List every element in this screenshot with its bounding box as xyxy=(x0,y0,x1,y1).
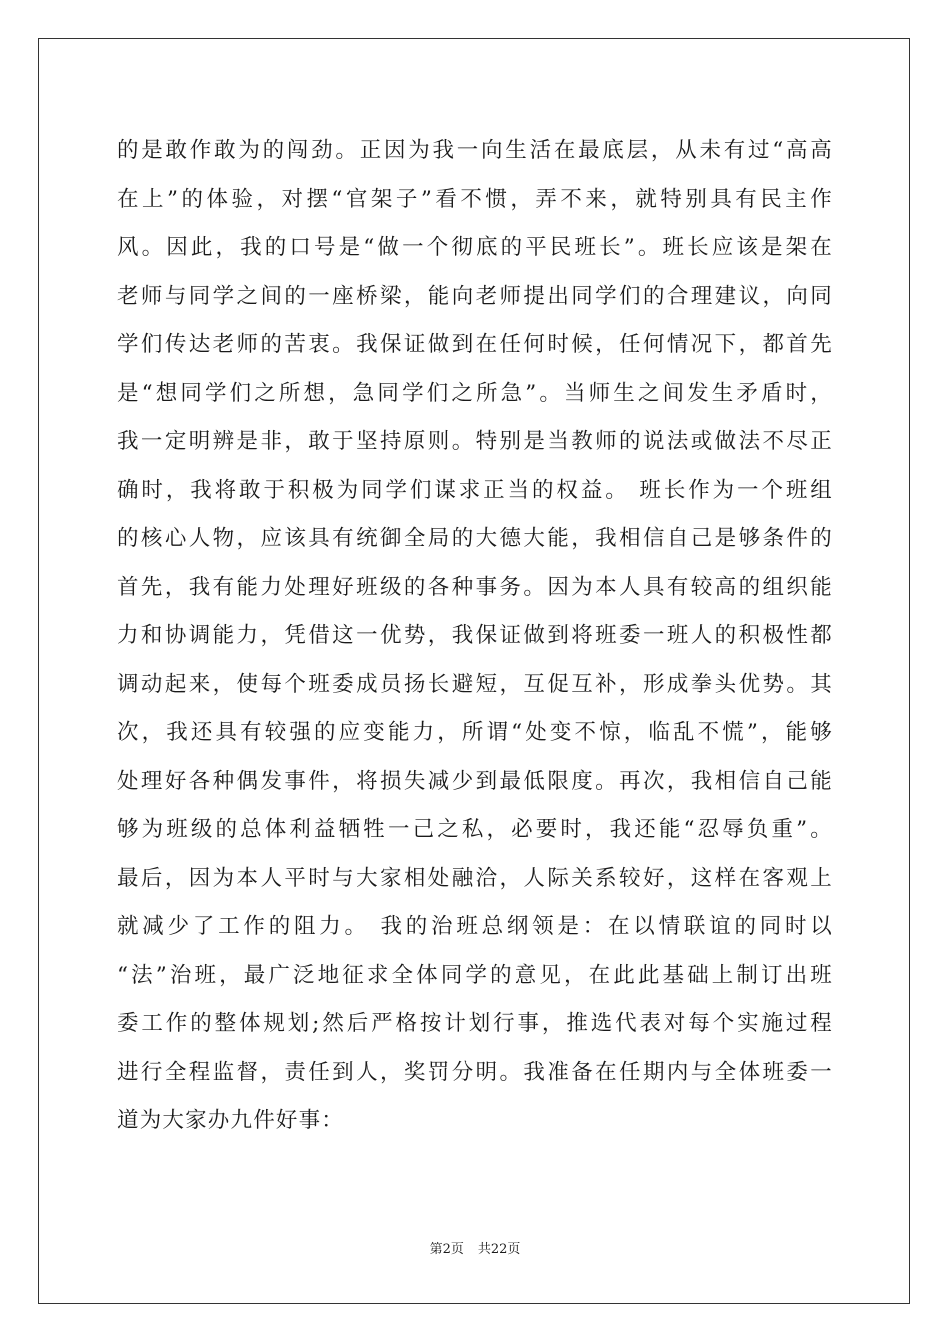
document-body xyxy=(117,127,833,1146)
text-line: 的是敢作敢为的闯劲。正因为我一向生活在最底层，从未有过“高高 xyxy=(117,138,833,163)
text-line: 是“想同学们之所想，急同学们之所急”。当师生之间发生矛盾时， xyxy=(117,380,833,406)
text-line: 够为班级的总体利益牺牲一己之私，必要时，我还能“忍辱负重”。 xyxy=(117,817,833,842)
text-line: 处理好各种偶发事件，将损失减少到最低限度。再次，我相信自己能 xyxy=(117,768,833,794)
text-line: 风。因此，我的口号是“做一个彻底的平民班长”。班长应该是架在 xyxy=(117,235,833,260)
text-line: 确时，我将敢于积极为同学们谋求正当的权益。 班长作为一个班组 xyxy=(117,477,833,503)
page-total: 共22页 xyxy=(477,1242,521,1257)
page-number: 第2页 xyxy=(429,1242,464,1257)
text-line: 调动起来，使每个班委成员扬长避短，互促互补，形成拳头优势。其 xyxy=(117,671,833,697)
text-line: 学们传达老师的苦衷。我保证做到在任何时候，任何情况下，都首先 xyxy=(117,332,833,357)
text-line: 的核心人物，应该具有统御全局的大德大能，我相信自己是够条件的 xyxy=(117,526,833,551)
text-line: 次，我还具有较强的应变能力，所谓“处变不惊，临乱不慌”，能够 xyxy=(117,720,833,745)
text-line: “法”治班，最广泛地征求全体同学的意见，在此此基础上制订出班 xyxy=(117,962,833,988)
text-line: 首先，我有能力处理好班级的各种事务。因为本人具有较高的组织能 xyxy=(117,574,833,600)
text-line: 就减少了工作的阻力。 我的治班总纲领是：在以情联谊的同时以 xyxy=(117,914,833,939)
text-line: 老师与同学之间的一座桥梁，能向老师提出同学们的合理建议，向同 xyxy=(117,283,833,309)
text-line: 我一定明辨是非，敢于坚持原则。特别是当教师的说法或做法不尽正 xyxy=(117,429,833,454)
text-line: 道为大家办九件好事： xyxy=(117,1108,345,1133)
text-line: 力和协调能力，凭借这一优势，我保证做到将班委一班人的积极性都 xyxy=(117,623,833,648)
text-line: 进行全程监督，责任到人，奖罚分明。我准备在任期内与全体班委一 xyxy=(117,1059,833,1085)
page-footer xyxy=(0,1238,950,1257)
text-line: 委工作的整体规划;然后严格按计划行事，推选代表对每个实施过程 xyxy=(117,1011,833,1036)
text-line: 在上”的体验，对摆“官架子”看不惯，弄不来，就特别具有民主作 xyxy=(117,186,833,212)
text-line: 最后，因为本人平时与大家相处融洽，人际关系较好，这样在客观上 xyxy=(117,865,833,891)
